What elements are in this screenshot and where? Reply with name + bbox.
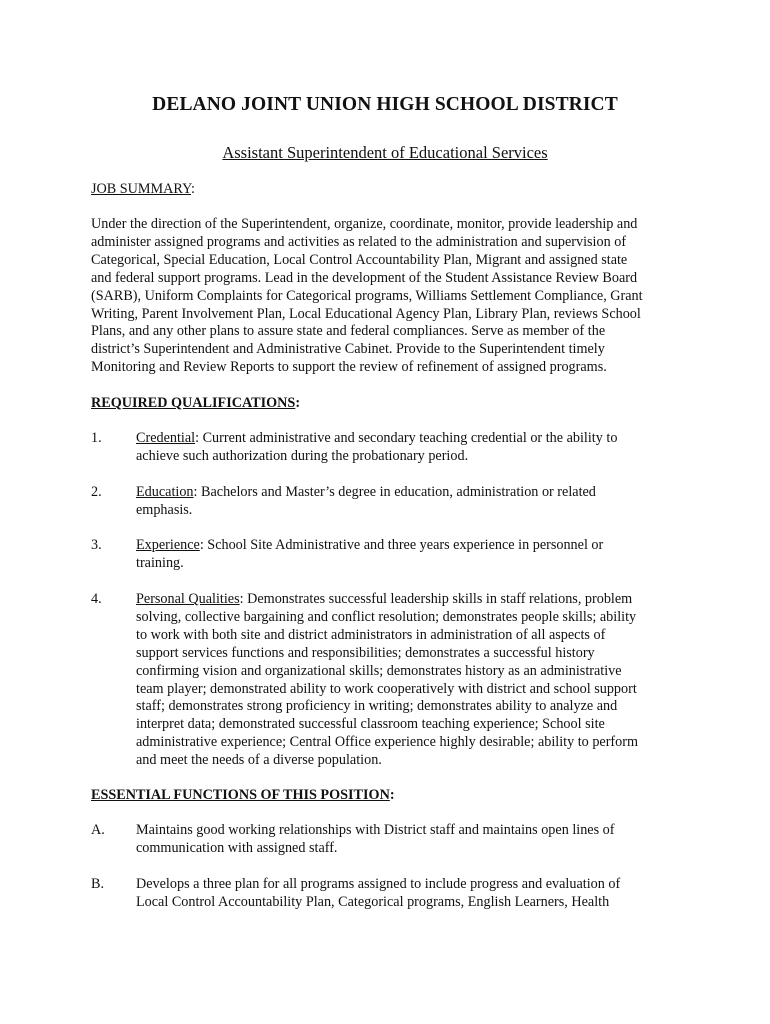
item-text: : Current administrative and secondary teaching credential or the ability to	[195, 430, 618, 446]
item-body	[136, 430, 696, 466]
essential-functions-heading	[91, 787, 395, 804]
item-line: interpret data; demonstrated successful classroom teaching experience; School site	[136, 716, 605, 733]
item-line: Maintains good working relationships with District staff and maintains open lines of	[136, 822, 615, 838]
paragraph-line: administer assigned programs and activities as related to the administration and supervision of	[91, 233, 627, 250]
item-body	[136, 484, 696, 520]
paragraph-line: Writing, Parent Involvement Plan, Local Educational Agency Plan, Library Plan, reviews School	[91, 305, 641, 322]
essential-functions-heading-text: ESSENTIAL FUNCTIONS OF THIS POSITION	[91, 787, 390, 803]
job-summary-paragraph	[91, 216, 691, 377]
required-qualifications-heading-text: REQUIRED QUALIFICATIONS	[91, 395, 296, 411]
paragraph-line: Monitoring and Review Reports to support the review of refinement of assigned programs.	[91, 359, 607, 376]
item-label: Education	[136, 484, 194, 500]
item-text: : Demonstrates successful leadership skills in staff relations, problem	[239, 591, 633, 607]
item-body	[136, 876, 696, 912]
item-line: confirming vision and organizational skills; demonstrates history as an administrative	[136, 662, 622, 679]
essential-functions-heading-colon: :	[389, 787, 395, 803]
item-body	[136, 591, 696, 770]
item-line: staff; demonstrates strong proficiency in writing; demonstrates ability to analyze and	[136, 698, 618, 715]
item-line: training.	[136, 554, 184, 571]
required-qualifications-heading-colon: :	[295, 395, 301, 411]
item-line: Develops a three plan for all programs assigned to include progress and evaluation of	[136, 876, 621, 892]
item-line: Local Control Accountability Plan, Categorical programs, English Learners, Health	[136, 893, 610, 910]
item-label: Personal Qualities	[136, 591, 240, 607]
document-title: DELANO JOINT UNION HIGH SCHOOL DISTRICT	[152, 94, 618, 115]
item-text: : Bachelors and Master’s degree in education, administration or related	[193, 484, 596, 500]
item-body	[136, 822, 696, 858]
required-qualifications-heading	[91, 395, 300, 412]
item-letter: B.	[91, 876, 105, 892]
item-label: Experience	[136, 537, 200, 553]
item-line: support services functions and responsibilities; demonstrates a successful history	[136, 644, 595, 661]
paragraph-line: and federal support programs. Lead in the development of the Student Assistance Review Board	[91, 269, 638, 286]
paragraph-line: Under the direction of the Superintendent, organize, coordinate, monitor, provide leadership and	[91, 216, 638, 232]
item-line: achieve such authorization during the probationary period.	[136, 447, 469, 464]
job-summary-heading	[91, 181, 195, 198]
item-line: to work with both site and district administrators in administration of all aspects of	[136, 626, 606, 643]
item-line: emphasis.	[136, 501, 193, 518]
item-body	[136, 537, 696, 573]
item-number: 1.	[91, 430, 102, 446]
item-label: Credential	[136, 430, 196, 446]
item-number: 3.	[91, 537, 102, 553]
item-line: and meet the needs of a diverse population.	[136, 752, 382, 769]
paragraph-line: Plans, and any other plans to assure state and federal compliances. Serve as member of the	[91, 323, 606, 340]
paragraph-line: district’s Superintendent and Administrative Cabinet. Provide to the Superintendent timely	[91, 341, 605, 358]
item-number: 4.	[91, 591, 102, 607]
paragraph-line: (SARB), Uniform Complaints for Categorical programs, Williams Settlement Compliance, Grant	[91, 287, 643, 304]
item-line: team player; demonstrated ability to work cooperatively with district and school support	[136, 680, 637, 697]
document-subtitle: Assistant Superintendent of Educational Services	[222, 143, 548, 162]
job-summary-heading-colon: :	[191, 181, 195, 197]
item-text: : School Site Administrative and three years experience in personnel or	[199, 537, 604, 553]
item-letter: A.	[91, 822, 105, 838]
item-line: solving, collective bargaining and conflict resolution; demonstrates people skills; ability	[136, 608, 637, 625]
paragraph-line: Categorical, Special Education, Local Control Accountability Plan, Migrant and assigned state	[91, 251, 628, 268]
item-number: 2.	[91, 484, 102, 500]
job-summary-heading-text: JOB SUMMARY	[91, 181, 192, 197]
item-line: administrative experience; Central Office experience highly desirable; ability to perform	[136, 734, 639, 751]
item-line: communication with assigned staff.	[136, 839, 338, 856]
